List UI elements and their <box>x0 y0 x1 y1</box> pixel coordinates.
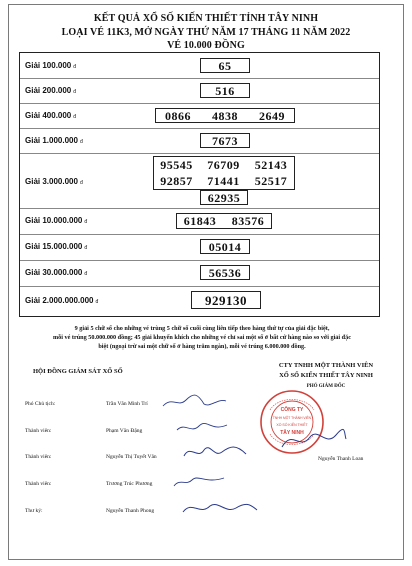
results-table <box>19 52 380 317</box>
member-name: Phạm Văn Đặng <box>106 428 143 434</box>
prize-row: Giải 10.000.000 đ 61843 83576 <box>20 208 379 235</box>
prize-number: 65 <box>200 58 250 73</box>
rules-note-line-1: 9 giải 5 chữ số cho những vé trùng 5 chữ số cuối cùng liên tiếp theo hàng thứ tự của giải đặc biệt, <box>74 325 330 332</box>
prize-row: Giải 1.000.000 đ 7673 <box>20 128 379 154</box>
signature-member-2 <box>180 440 250 464</box>
prize-number: 4838 <box>212 109 238 123</box>
member-role: Thành viên: <box>25 481 52 487</box>
prize-row: Giải 400.000 đ 0866 4838 2649 <box>20 103 379 129</box>
prize-label: Giải 10.000.000 <box>25 216 83 225</box>
prize-number: 56536 <box>200 265 250 280</box>
prize-row: Giải 15.000.000 đ 05014 <box>20 234 379 261</box>
prize-label: Giải 15.000.000 <box>25 242 83 251</box>
member-name: Nguyễn Thị Tuyết Vân <box>106 454 157 460</box>
prize-number: 929130 <box>191 291 261 309</box>
prize-number: 05014 <box>200 239 250 254</box>
svg-text:CÔNG TY: CÔNG TY <box>280 407 304 413</box>
prize-number: 95545 <box>160 158 193 172</box>
prize-label: Giải 2.000.000.000 <box>25 296 94 305</box>
title-line-1: KẾT QUẢ XỔ SỐ KIẾN THIẾT TỈNH TÂY NINH <box>93 13 319 24</box>
signature-member-1 <box>175 420 230 436</box>
member-role: Thành viên: <box>25 454 52 460</box>
svg-text:XỔ SỐ KIẾN THIẾT: XỔ SỐ KIẾN THIẾT <box>276 423 308 427</box>
member-role: Thư ký: <box>25 508 43 514</box>
prize-row: Giải 3.000.000 đ 95545 76709 52143 92857 71441 52517 62935 <box>20 153 379 209</box>
prize-number: 52143 <box>254 158 288 172</box>
prize-row: Giải 30.000.000 đ 56536 <box>20 260 379 287</box>
prize-number: 52517 <box>254 174 288 188</box>
company-name-line-1: CTY TNHH MỘT THÀNH VIÊN <box>278 362 374 369</box>
signature-member-3 <box>172 474 227 490</box>
member-name: Trần Văn Minh Trí <box>106 401 148 407</box>
prize-label: Giải 30.000.000 <box>25 268 83 277</box>
prize-number: 71441 <box>207 174 240 188</box>
member-name: Trương Trúc Phương <box>106 481 153 487</box>
title-line-3: VÉ 10.000 ĐỒNG <box>167 40 245 51</box>
prize-number: 83576 <box>231 214 265 228</box>
prize-row: Giải 2.000.000.000 đ 929130 <box>20 286 379 316</box>
prize-label: Giải 100.000 <box>25 61 72 70</box>
svg-text:TÂY NINH: TÂY NINH <box>280 430 304 436</box>
signature-director <box>278 425 348 455</box>
title-line-2: LOẠI VÉ 11K3, MỞ NGÀY THỨ NĂM 17 THÁNG 11 NĂM 2022 <box>61 27 351 38</box>
company-name-line-2: XỔ SỐ KIẾN THIẾT TÂY NINH <box>279 372 373 379</box>
prize-number: 2649 <box>259 109 285 123</box>
prize-number: 92857 <box>160 174 193 188</box>
prize-number: 7673 <box>200 133 250 148</box>
member-role: Phó Chủ tịch: <box>25 401 56 407</box>
member-role: Thành viên: <box>25 428 52 434</box>
prize-row: Giải 100.000 đ 65 <box>20 53 379 79</box>
signature-secretary <box>180 498 260 520</box>
prize-number: 0866 <box>165 109 191 123</box>
prize-label: Giải 1.000.000 <box>25 136 78 145</box>
director-name: Nguyễn Thanh Loan <box>318 456 364 462</box>
rules-note-line-2: mỗi vé trúng 50.000.000 đồng; 45 giải khuyến khích cho những vé chỉ sai một số ở bất cứ hàng nào so với giải đặc <box>53 334 351 341</box>
rules-note-line-3: biệt (ngoại trừ sai một chữ số ở hàng trăm ngàn), mỗi vé trúng 6.000.000 đồng. <box>98 343 306 350</box>
director-role: PHÓ GIÁM ĐỐC <box>306 384 346 389</box>
member-name: Nguyễn Thanh Phong <box>106 508 155 514</box>
prize-number: 76709 <box>207 158 240 172</box>
prize-number: 61843 <box>183 214 217 228</box>
prize-number: 62935 <box>200 190 248 205</box>
prize-number: 516 <box>200 83 250 98</box>
prize-label: Giải 3.000.000 <box>25 177 78 186</box>
prize-label: Giải 400.000 <box>25 111 72 120</box>
prize-row: Giải 200.000 đ 516 <box>20 78 379 104</box>
svg-text:TNHH MỘT THÀNH VIÊN: TNHH MỘT THÀNH VIÊN <box>272 416 312 420</box>
signature-vice-chair <box>160 392 230 412</box>
committee-title: HỘI ĐỒNG GIÁM SÁT XỔ SỐ <box>33 368 123 375</box>
prize-label: Giải 200.000 <box>25 86 72 95</box>
